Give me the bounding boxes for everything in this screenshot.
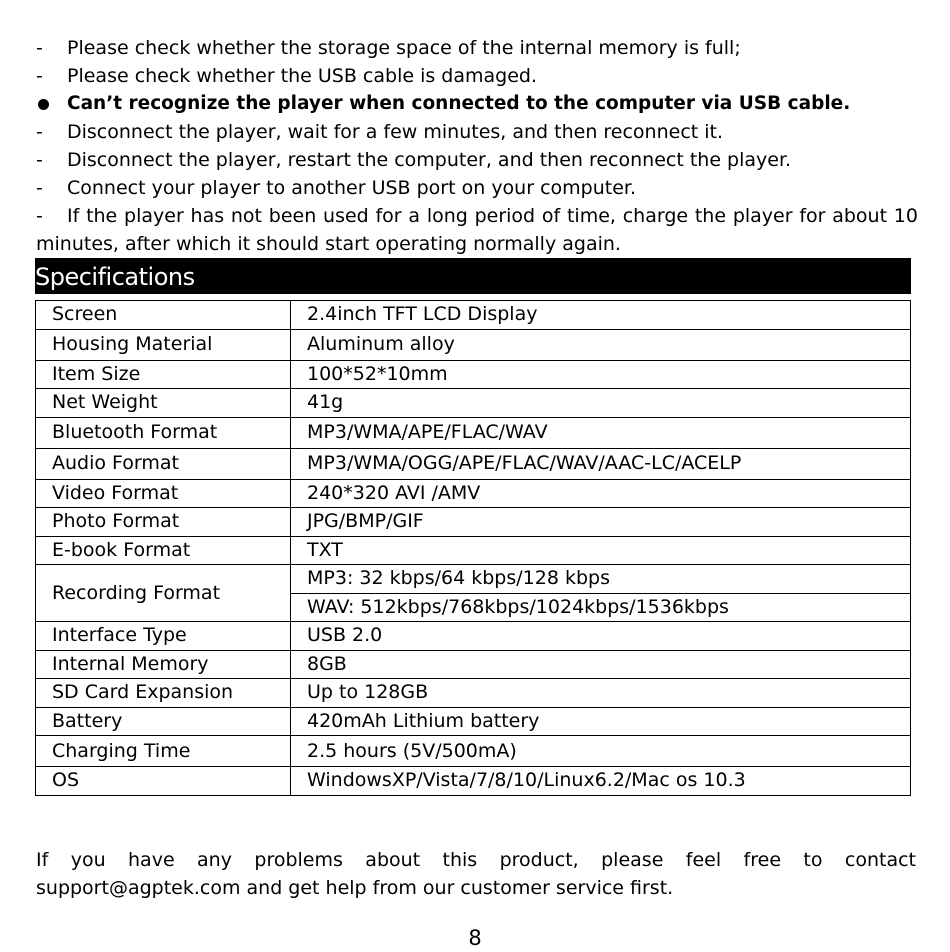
bullet-icon [38, 99, 49, 110]
spec-value: USB 2.0 [291, 622, 911, 651]
spec-value: WAV: 512kbps/768kbps/1024kbps/1536kbps [291, 593, 911, 622]
spec-key: Video Format [36, 479, 291, 508]
troubleshooting-item [36, 62, 918, 90]
specifications-heading [35, 258, 911, 294]
dash-marker: - [36, 149, 43, 171]
troubleshooting-item [36, 174, 918, 202]
table-row [36, 565, 911, 594]
table-row [36, 736, 911, 767]
spec-value: 41g [291, 389, 911, 418]
spec-key: Housing Material [36, 329, 291, 360]
spec-key: Internal Memory [36, 650, 291, 679]
spec-value: 2.5 hours (5V/500mA) [291, 736, 911, 767]
table-row [36, 679, 911, 708]
table-row [36, 301, 911, 330]
dash-marker: - [36, 177, 43, 199]
item-text: Please check whether the storage space of the internal memory is full; [67, 37, 741, 59]
spec-key: Interface Type [36, 622, 291, 651]
contact-paragraph [36, 846, 916, 902]
spec-key: OS [36, 767, 291, 796]
spec-value: 8GB [291, 650, 911, 679]
spec-key: Screen [36, 301, 291, 330]
item-text: Please check whether the USB cable is damaged. [67, 65, 538, 87]
item-text: Disconnect the player, restart the computer, and then reconnect the player. [67, 149, 792, 171]
spec-value: TXT [291, 536, 911, 565]
table-row [36, 448, 911, 479]
spec-value: 100*52*10mm [291, 360, 911, 389]
table-row [36, 650, 911, 679]
dash-marker: - [36, 205, 43, 227]
spec-key: Photo Format [36, 508, 291, 537]
spec-value: JPG/BMP/GIF [291, 508, 911, 537]
spec-key: Battery [36, 707, 291, 736]
specifications-title: Specifications [35, 263, 195, 291]
table-row [36, 508, 911, 537]
troubleshooting-item [36, 118, 918, 146]
spec-key: Item Size [36, 360, 291, 389]
spec-value: 240*320 AVI /AMV [291, 479, 911, 508]
contact-line: If you have any problems about this product, please feel free to contact [36, 849, 916, 871]
table-row [36, 360, 911, 389]
dash-marker: - [36, 65, 43, 87]
troubleshooting-item [36, 34, 918, 62]
specifications-table [35, 300, 911, 796]
spec-key: Recording Format [36, 565, 291, 622]
spec-key: SD Card Expansion [36, 679, 291, 708]
spec-key: E-book Format [36, 536, 291, 565]
heading-text: Can’t recognize the player when connected to the computer via USB cable. [67, 93, 851, 114]
item-text: If the player has not been used for a long period of time, charge the player for about 10 minutes, after which it should start operating normally again. [36, 205, 918, 255]
spec-value: MP3: 32 kbps/64 kbps/128 kbps [291, 565, 911, 594]
table-row [36, 389, 911, 418]
dash-marker: - [36, 121, 43, 143]
item-text: Disconnect the player, wait for a few minutes, and then reconnect it. [67, 121, 724, 143]
spec-key: Audio Format [36, 448, 291, 479]
troubleshooting-item [36, 146, 918, 174]
spec-value: WindowsXP/Vista/7/8/10/Linux6.2/Mac os 10.3 [291, 767, 911, 796]
page-number: 8 [468, 926, 482, 950]
spec-value: MP3/WMA/APE/FLAC/WAV [291, 417, 911, 448]
spec-value: 420mAh Lithium battery [291, 707, 911, 736]
table-row [36, 767, 911, 796]
spec-value: Aluminum alloy [291, 329, 911, 360]
item-text: Connect your player to another USB port on your computer. [67, 177, 637, 199]
spec-key: Net Weight [36, 389, 291, 418]
troubleshooting-heading [36, 90, 918, 118]
spec-value: 2.4inch TFT LCD Display [291, 301, 911, 330]
spec-key: Charging Time [36, 736, 291, 767]
table-row [36, 536, 911, 565]
contact-line: support@agptek.com and get help from our customer service first. [36, 877, 674, 899]
table-row [36, 479, 911, 508]
spec-value: Up to 128GB [291, 679, 911, 708]
spec-value: MP3/WMA/OGG/APE/FLAC/WAV/AAC-LC/ACELP [291, 448, 911, 479]
troubleshooting-list [36, 34, 918, 258]
spec-key: Bluetooth Format [36, 417, 291, 448]
dash-marker: - [36, 37, 43, 59]
table-row [36, 707, 911, 736]
table-row [36, 622, 911, 651]
table-row [36, 329, 911, 360]
troubleshooting-item-long [36, 202, 918, 258]
table-row [36, 417, 911, 448]
